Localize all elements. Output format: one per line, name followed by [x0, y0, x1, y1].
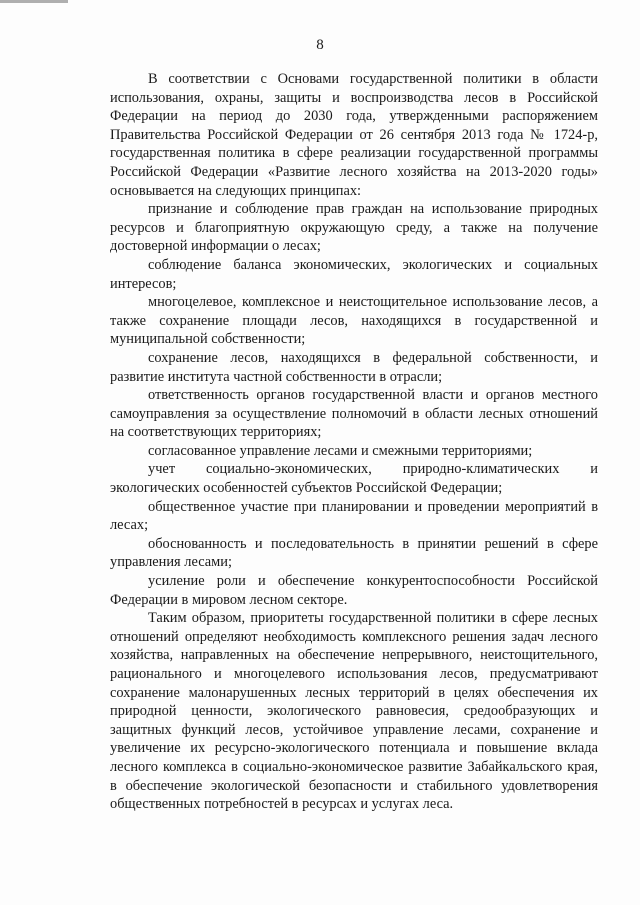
scan-edge-mark	[0, 0, 68, 3]
page-number: 8	[316, 37, 324, 53]
intro-paragraph: В соответствии с Основами государственной политики в области использования, охраны, защиты и воспроизводства лесов в Российской Федерации на период до 2030 года, утвержденными распоряжением Правительства Российской Федерации от 26 сентября 2013 года № 1724-р, государственная политика в сфере реализации государственной программы Российской Федерации «Развитие лесного хозяйства на 2013-2020 годы» основывается на следующих принципах:	[110, 71, 598, 199]
principle-decision-consistency-paragraph: обоснованность и последовательность в принятии решений в сфере управления лесами;	[110, 535, 598, 571]
conclusion-paragraph: Таким образом, приоритеты государственной политики в сфере лесных отношений определяют необходимость комплексного решения задач лесного хозяйства, направленных на обеспечение непрерывного, неистощительного, рационального и многоцелевого использования лесов, предусматривают сохранение малонарушенных лесных территорий в целях обеспечения их природной ценности, экологического равновесия, средообразующих и защитных функций лесов, устойчивое управление лесами, сохранение и увеличение их ресурсно-экологического потенциала и повышение вклада лесного комплекса в социально-экономическое развитие Забайкальского края, в обеспечение экологической безопасности и стабильного удовлетворения общественных потребностей в ресурсах и услугах леса.	[110, 610, 598, 813]
principle-preservation-paragraph: сохранение лесов, находящихся в федеральной собственности, и развитие института частной собственности в отрасли;	[110, 349, 598, 385]
principle-multipurpose-paragraph: многоцелевое, комплексное и неистощительное использование лесов, а также сохранение площади лесов, находящихся в государственной и муниципальной собственности;	[110, 294, 598, 348]
principle-balance-paragraph: соблюдение баланса экономических, экологических и социальных интересов;	[110, 256, 598, 292]
principle-regional-features-paragraph: учет социально-экономических, природно-климатических и экологических особенностей субъектов Российской Федерации;	[110, 461, 598, 497]
principle-coordinated-management-paragraph: согласованное управление лесами и смежными территориями;	[148, 442, 533, 459]
principle-competitiveness-paragraph: усиление роли и обеспечение конкурентоспособности Российской Федерации в мировом лесном секторе.	[110, 573, 598, 608]
principle-public-participation-paragraph: общественное участие при планировании и проведении мероприятий в лесах;	[110, 498, 598, 534]
principle-responsibility-paragraph: ответственность органов государственной власти и органов местного самоуправления за осуществление полномочий в области лесных отношений на соответствующих территориях;	[110, 387, 598, 441]
principle-rights-paragraph: признание и соблюдение прав граждан на использование природных ресурсов и благоприятную окружающую среду, а также на получение достоверной информации о лесах;	[110, 201, 598, 255]
document-body	[110, 70, 598, 814]
